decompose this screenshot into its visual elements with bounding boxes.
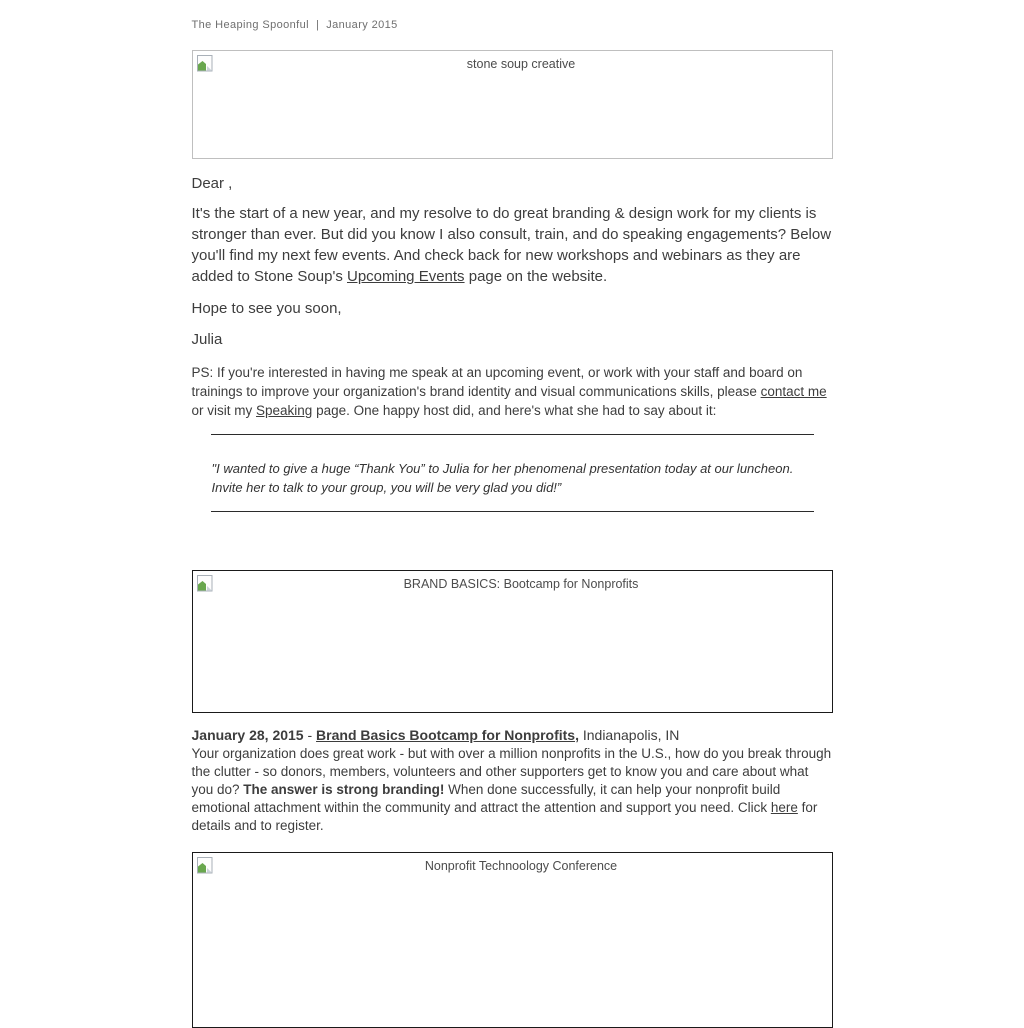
email-body xyxy=(192,0,833,1028)
testimonial-text: "I wanted to give a huge “Thank You” to Julia for her phenomenal presentation today at our luncheon. Invite her to talk to your group, you will be very glad you did!” xyxy=(211,461,794,495)
broken-image-icon xyxy=(197,857,215,875)
text-segment: or visit my xyxy=(191,403,257,418)
register-here-link[interactable]: here xyxy=(770,800,798,815)
divider-bottom xyxy=(211,511,814,512)
text-segment: January 28, 2015 xyxy=(191,727,304,743)
broken-image-icon xyxy=(197,55,215,73)
signature: Julia xyxy=(191,331,223,348)
testimonial-block xyxy=(192,434,833,512)
event-section xyxy=(192,726,833,835)
intro-paragraph xyxy=(192,203,833,287)
text-segment: page. One happy host did, and here's what she had to say about it: xyxy=(312,403,717,418)
text-segment: The answer is strong branding! xyxy=(243,782,445,797)
conference-image-placeholder xyxy=(192,852,833,1028)
upcoming-events-link[interactable]: Upcoming Events xyxy=(347,268,465,285)
text-segment: Indianapolis, IN xyxy=(578,727,680,743)
logo-image-placeholder xyxy=(192,50,833,159)
text-segment: When done successfully, it can help your nonprofit build emotional attachment within the community and attract the attention and support you need. Click xyxy=(191,782,781,815)
text-segment: Your organization does great work - but with over a million nonprofits in the U.S., how do you break through the clutter - so donors, members, volunteers and other supporters get to know you and care about what you do? xyxy=(191,746,832,797)
broken-image-icon xyxy=(197,575,215,593)
divider-top xyxy=(211,434,814,435)
contact-me-link[interactable]: contact me xyxy=(760,384,827,399)
newsletter-title: The Heaping Spoonful xyxy=(191,19,309,31)
text-segment: - xyxy=(303,727,317,743)
text-segment: PS: If you're interested in having me speak at an upcoming event, or work with your staff and board on trainings to improve your organization's brand identity and visual communications skills, please xyxy=(191,365,803,399)
newsletter-masthead xyxy=(192,19,833,31)
text-segment: It's the start of a new year, and my resolve to do great branding & design work for my clients is stronger than ever. But did you know I also consult, train, and do speaking engagements? Below you'll find my next few events. And check back for new workshops and webinars as they are added to Stone Soup's xyxy=(191,205,832,285)
bootcamp-alt-text: BRAND BASICS: Bootcamp for Nonprofits xyxy=(403,577,639,591)
bootcamp-image-placeholder xyxy=(192,570,833,713)
closing-line: Hope to see you soon, xyxy=(191,300,342,317)
speaking-page-link[interactable]: Speaking xyxy=(256,403,313,418)
event-heading xyxy=(192,726,833,745)
masthead-separator: | xyxy=(315,19,320,31)
newsletter-issue: January 2015 xyxy=(326,19,398,31)
logo-alt-text: stone soup creative xyxy=(466,57,576,71)
text-segment: page on the website. xyxy=(464,268,608,285)
text-segment: for details and to register. xyxy=(191,800,818,833)
bootcamp-title-link[interactable]: Brand Basics Bootcamp for Nonprofits, xyxy=(316,727,579,743)
ps-paragraph xyxy=(192,363,833,420)
event-description xyxy=(192,745,833,835)
conference-alt-text: Nonprofit Technoology Conference xyxy=(424,859,618,873)
greeting: Dear , xyxy=(191,175,233,192)
